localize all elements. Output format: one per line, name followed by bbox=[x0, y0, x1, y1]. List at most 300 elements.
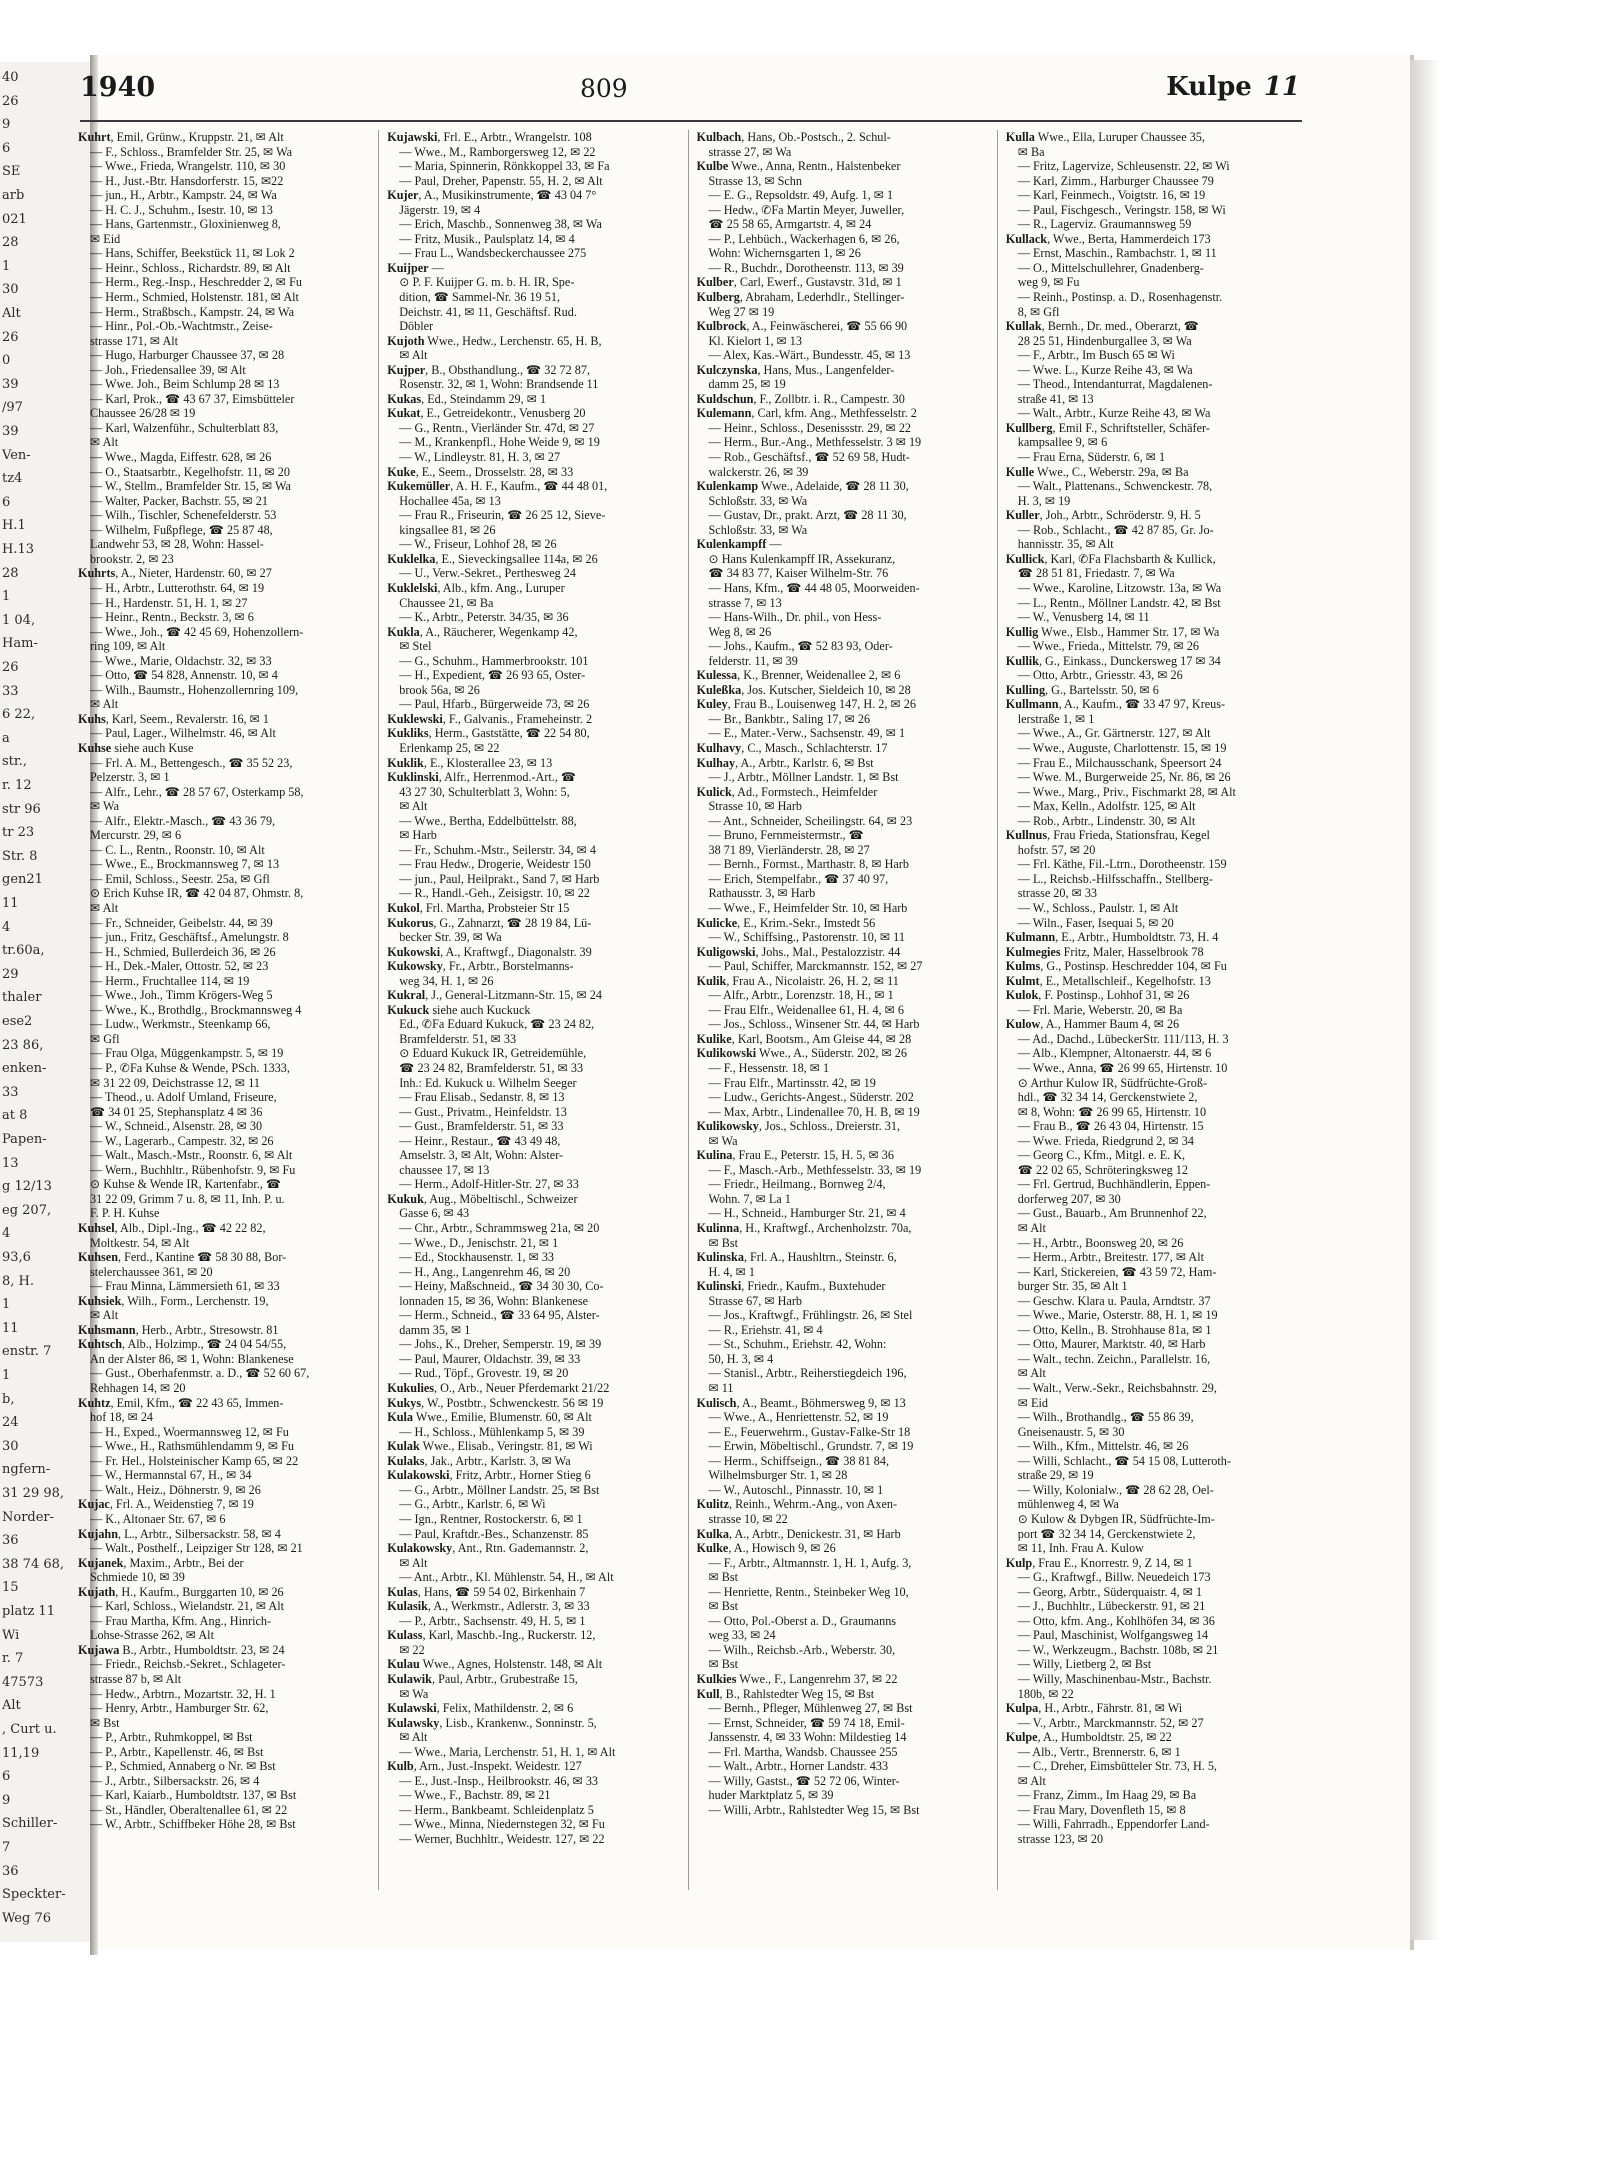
directory-entry-continuation: ⊙ Kuhse & Wende IR, Kartenfabr., ☎ bbox=[90, 1177, 282, 1192]
directory-entry: Kulberg, Abraham, Lederhdlr., Stellinger- bbox=[696, 290, 905, 305]
directory-entry-continuation: dition, ☎ Sammel-Nr. 36 19 51, bbox=[399, 290, 560, 305]
directory-entry: Kulikowsky, Jos., Schloss., Dreierstr. 31, bbox=[696, 1119, 900, 1134]
directory-entry: Kulick, Ad., Formstech., Heimfelder bbox=[696, 784, 878, 799]
directory-entry-continuation: — jun., H., Arbtr., Kampstr. 24, ✉ Wa bbox=[90, 188, 277, 203]
directory-entry: Kuldschun, F., Zollbtr. i. R., Campestr. 30 bbox=[696, 391, 905, 406]
directory-entry-continuation: — Frau Hedw., Drogerie, Weidestr 150 bbox=[399, 857, 591, 872]
directory-entry-continuation: — J., Arbtr., Möllner Landstr. 1, ✉ Bst bbox=[708, 770, 899, 785]
directory-entry-continuation: — Walt., techn. Zeichn., Parallelstr. 16, bbox=[1017, 1351, 1211, 1366]
left-page-fragment: 11 bbox=[2, 1320, 19, 1336]
directory-entry: Kujac, Frl. A., Weidenstieg 7, ✉ 19 bbox=[78, 1497, 254, 1512]
page-number: 809 bbox=[580, 74, 628, 103]
left-page-fragment: Papen- bbox=[2, 1132, 47, 1147]
directory-entry-continuation: — Alb., Vertr., Brennerstr. 6, ✉ 1 bbox=[1017, 1744, 1181, 1759]
directory-entry-continuation: ✉ Bst bbox=[708, 1570, 739, 1585]
directory-entry: Kullak, Bernh., Dr. med., Oberarzt, ☎ bbox=[1005, 319, 1199, 334]
left-page-fragment: 11,19 bbox=[2, 1745, 40, 1761]
left-page-fragment: tr.60a, bbox=[2, 943, 45, 959]
directory-entry-continuation: — Fr. Hel., Holsteinischer Kamp 65, ✉ 22 bbox=[90, 1453, 299, 1468]
directory-entry: Kuhrts, A., Nieter, Hardenstr. 60, ✉ 27 bbox=[78, 566, 272, 581]
column-3 bbox=[697, 130, 998, 1890]
directory-entry-continuation: — Wwe., Joh., ☎ 42 45 69, Hohenzollern- bbox=[90, 624, 304, 639]
left-page-fragment: 4 bbox=[2, 919, 11, 935]
left-page-fragment: 40 bbox=[2, 70, 19, 85]
directory-entry-continuation: — Alb., Klempner, Altonaerstr. 44, ✉ 6 bbox=[1017, 1046, 1212, 1061]
left-page-fragment: 0 bbox=[2, 353, 11, 369]
directory-entry-continuation: — P., Schmied, Annaberg o Nr. ✉ Bst bbox=[90, 1759, 276, 1774]
left-page-fragment: str., bbox=[2, 754, 27, 770]
left-page-fragment: b, bbox=[2, 1391, 15, 1407]
directory-entry-continuation: — Br., Bankbtr., Saling 17, ✉ 26 bbox=[708, 711, 871, 726]
directory-entry-continuation: — Jos., Kraftwgf., Frühlingstr. 26, ✉ Stel bbox=[708, 1308, 913, 1323]
directory-entry: Kulber, Carl, Ewerf., Gustavstr. 31d, ✉ 1 bbox=[696, 275, 902, 290]
directory-entry-continuation: — Otto, Maurer, Marktstr. 40, ✉ Harb bbox=[1017, 1337, 1206, 1352]
left-page-fragment: 8, H. bbox=[2, 1273, 35, 1289]
directory-entry: Kuhsen, Ferd., Kantine ☎ 58 30 88, Bor- bbox=[78, 1250, 287, 1265]
directory-entry-continuation: — Chr., Arbtr., Schrammsweg 21a, ✉ 20 bbox=[399, 1221, 600, 1236]
directory-entry: Kukemüller, A. H. F., Kaufm., ☎ 44 48 01, bbox=[387, 479, 608, 494]
directory-entry-continuation: — H., Arbtr., Boonsweg 20, ✉ 26 bbox=[1017, 1235, 1184, 1250]
directory-entry: Kulp, Frau E., Knorrestr. 9, Z 14, ✉ 1 bbox=[1005, 1555, 1193, 1570]
directory-entry: Kuijper — bbox=[387, 260, 444, 275]
directory-entry-continuation: — Heinr., Schloss., Desenissstr. 29, ✉ 22 bbox=[708, 420, 912, 435]
directory-entry-continuation: — W., Arbtr., Schiffbeker Höhe 28, ✉ Bst bbox=[90, 1817, 296, 1832]
directory-entry: Kulmann, E., Arbtr., Humboldtstr. 73, H. 4 bbox=[1005, 930, 1219, 945]
directory-entry-continuation: F. P. H. Kuhse bbox=[90, 1206, 160, 1221]
directory-entry-continuation: ⊙ Arthur Kulow IR, Südfrüchte-Groß- bbox=[1017, 1075, 1208, 1090]
directory-entry-continuation: — Erwin, Möbeltischl., Grundstr. 7, ✉ 19 bbox=[708, 1439, 914, 1454]
directory-entry: Kukorus, G., Zahnarzt, ☎ 28 19 84, Lü- bbox=[387, 915, 592, 930]
left-page-fragment: 1 bbox=[2, 1297, 11, 1313]
directory-entry: Kulle Wwe., C., Weberstr. 29a, ✉ Ba bbox=[1005, 464, 1189, 479]
directory-entry-continuation: — Wilh., Reichsb.-Arb., Weberstr. 30, bbox=[708, 1642, 896, 1657]
directory-entry: Kulasik, A., Werkmstr., Adlerstr. 3, ✉ 33 bbox=[387, 1599, 590, 1614]
directory-entry-continuation: 31 22 09, Grimm 7 u. 8, ✉ 11, Inh. P. u. bbox=[90, 1191, 285, 1206]
directory-entry: Kukowsky, Fr., Arbtr., Borstelmanns- bbox=[387, 959, 574, 974]
directory-entry-continuation: ☎ 28 51 81, Friedastr. 7, ✉ Wa bbox=[1017, 566, 1175, 581]
running-head-folio: 11 bbox=[1263, 72, 1300, 102]
directory-entry-continuation: 8, ✉ Gfl bbox=[1017, 304, 1060, 319]
left-page-fragment: eg 207, bbox=[2, 1202, 52, 1218]
directory-entry-continuation: — Walt., Verw.-Sekr., Reichsbahnstr. 29, bbox=[1017, 1381, 1217, 1396]
directory-entry-continuation: — Willi, Fahrradh., Eppendorfer Land- bbox=[1017, 1817, 1210, 1832]
directory-entry-continuation: hannisstr. 35, ✉ Alt bbox=[1017, 537, 1114, 552]
directory-entry-continuation: ✉ Bst bbox=[708, 1657, 739, 1672]
directory-entry: Kulawski, Felix, Mathildenstr. 2, ✉ 6 bbox=[387, 1701, 574, 1716]
directory-entry-continuation: — Walt., Plattenans., Schwenckestr. 78, bbox=[1017, 479, 1213, 494]
directory-entry: Kullig Wwe., Elsb., Hammer Str. 17, ✉ Wa bbox=[1005, 624, 1220, 639]
directory-entry: Kulisch, A., Beamt., Böhmersweg 9, ✉ 13 bbox=[696, 1395, 906, 1410]
directory-entry-continuation: — P., Arbtr., Sachsenstr. 49, H. 5, ✉ 1 bbox=[399, 1613, 586, 1628]
left-page-fragment: 28 bbox=[2, 565, 19, 581]
directory-entry: Kulike, Karl, Bootsm., Am Gleise 44, ✉ 28 bbox=[696, 1031, 912, 1046]
directory-entry-continuation: — Henry, Arbtr., Hamburger Str. 62, bbox=[90, 1701, 269, 1716]
directory-entry: Kulikowski Wwe., A., Süderstr. 202, ✉ 26 bbox=[696, 1046, 907, 1061]
directory-entry-continuation: straße 41, ✉ 13 bbox=[1017, 391, 1094, 406]
directory-entry-continuation: — R., Buchdr., Dorotheenstr. 113, ✉ 39 bbox=[708, 260, 904, 275]
directory-entry: Kuley, Frau B., Louisenweg 147, H. 2, ✉ 26 bbox=[696, 697, 916, 712]
directory-entry: Kujahn, L., Arbtr., Silbersackstr. 58, ✉ 4 bbox=[78, 1526, 281, 1541]
directory-entry-continuation: — Wwe., A., Gr. Gärtnerstr. 127, ✉ Alt bbox=[1017, 726, 1211, 741]
left-page-fragment: SE bbox=[2, 164, 21, 180]
directory-entry-continuation: ☎ 25 58 65, Armgartstr. 4, ✉ 24 bbox=[708, 217, 872, 232]
directory-entry-continuation: — Hans-Wilh., Dr. phil., von Hess- bbox=[708, 610, 882, 625]
directory-entry-continuation: — Herm., Schiffseign., ☎ 38 81 84, bbox=[708, 1453, 889, 1468]
directory-entry: Kujanek, Maxim., Arbtr., Bei der bbox=[78, 1555, 244, 1570]
directory-entry-continuation: — G., Rentn., Vierländer Str. 47d, ✉ 27 bbox=[399, 420, 595, 435]
directory-entry-continuation: — K., Arbtr., Peterstr. 34/35, ✉ 36 bbox=[399, 610, 569, 625]
directory-entry-continuation: hofstr. 57, ✉ 20 bbox=[1017, 842, 1096, 857]
directory-entry-continuation: — Karl, Walzenführ., Schulterblatt 83, bbox=[90, 420, 279, 435]
directory-entry-continuation: Schloßstr. 33, ✉ Wa bbox=[708, 493, 808, 508]
directory-entry-continuation: — H. C. J., Schuhm., Isestr. 10, ✉ 13 bbox=[90, 202, 273, 217]
directory-entry-continuation: ✉ Alt bbox=[90, 697, 119, 712]
directory-entry-continuation: Chaussee 21, ✉ Ba bbox=[399, 595, 494, 610]
left-page-fragment: 15 bbox=[2, 1580, 19, 1596]
directory-entry-continuation: Pelzerstr. 3, ✉ 1 bbox=[90, 770, 170, 785]
directory-entry-continuation: port ☎ 32 34 14, Gerckenstwiete 2, bbox=[1017, 1526, 1196, 1541]
directory-entry-continuation: — Franz, Zimm., Im Haag 29, ✉ Ba bbox=[1017, 1788, 1197, 1803]
directory-entry-continuation: — Walt., Masch.-Mstr., Roonstr. 6, ✉ Alt bbox=[90, 1148, 293, 1163]
directory-entry-continuation: Schloßstr. 33, ✉ Wa bbox=[708, 522, 808, 537]
directory-entry-continuation: ✉ Wa bbox=[708, 1133, 738, 1148]
directory-entry-continuation: — Frau Martha, Kfm. Ang., Hinrich- bbox=[90, 1613, 272, 1628]
directory-entry-continuation: burger Str. 35, ✉ Alt 1 bbox=[1017, 1279, 1128, 1294]
directory-entry-continuation: Gasse 6, ✉ 43 bbox=[399, 1206, 470, 1221]
directory-entry: Kuklewski, F., Galvanis., Frameheinstr. 2 bbox=[387, 711, 593, 726]
left-page-fragment: 1 bbox=[2, 589, 11, 605]
directory-entry-continuation: Strasse 13, ✉ Schn bbox=[708, 173, 802, 188]
directory-entry-continuation: ✉ Alt bbox=[399, 799, 428, 814]
directory-entry-continuation: — C. L., Rentn., Roonstr. 10, ✉ Alt bbox=[90, 842, 265, 857]
directory-entry-continuation: 43 27 30, Schulterblatt 3, Wohn: 5, bbox=[399, 784, 570, 799]
directory-entry-continuation: — Willy, Gastst., ☎ 52 72 06, Winter- bbox=[708, 1773, 900, 1788]
directory-entry: Kuligowski, Johs., Mal., Pestalozzistr. 44 bbox=[696, 944, 901, 959]
directory-entry-continuation: — Hedw., ✆Fa Martin Meyer, Juweller, bbox=[708, 202, 905, 217]
directory-entry: Kulawsky, Lisb., Krankenw., Sonninstr. 5, bbox=[387, 1715, 597, 1730]
directory-entry: Kujawa B., Arbtr., Humboldtstr. 23, ✉ 24 bbox=[78, 1642, 285, 1657]
directory-entry-continuation: — R., Handl.-Geh., Zeisigstr. 10, ✉ 22 bbox=[399, 886, 590, 901]
directory-entry-continuation: — Fr., Schuhm.-Mstr., Seilerstr. 34, ✉ 4 bbox=[399, 842, 597, 857]
directory-entry-continuation: ✉ Gfl bbox=[90, 1031, 120, 1046]
directory-entry-continuation: — Theod., Intendanturrat, Magdalenen- bbox=[1017, 377, 1213, 392]
directory-entry: Kulak Wwe., Elisab., Veringstr. 81, ✉ Wi bbox=[387, 1439, 593, 1454]
directory-entry-continuation: — Wwe. Joh., Beim Schlump 28 ✉ 13 bbox=[90, 377, 280, 392]
directory-entry: Kulas, Hans, ☎ 59 54 02, Birkenhain 7 bbox=[387, 1584, 586, 1599]
directory-entry: Kukys, W., Postbtr., Schwenckestr. 56 ✉ 19 bbox=[387, 1395, 604, 1410]
directory-entry-continuation: — Heinr., Rentn., Beckstr. 3, ✉ 6 bbox=[90, 610, 254, 625]
directory-entry-continuation: — H., Ang., Langenrehm 46, ✉ 20 bbox=[399, 1264, 571, 1279]
left-page-fragment: 1 bbox=[2, 1368, 11, 1383]
directory-entry-continuation: — Heinr., Restaur., ☎ 43 49 48, bbox=[399, 1133, 561, 1148]
directory-entry-continuation: — Johs., Kaufm., ☎ 52 83 93, Oder- bbox=[708, 639, 893, 654]
header-rule bbox=[80, 120, 1302, 122]
directory-entry-continuation: ✉ Alt bbox=[90, 1308, 119, 1323]
directory-entry-continuation: — Paul, Lager., Wilhelmstr. 46, ✉ Alt bbox=[90, 726, 276, 741]
left-page-fragment: g 12/13 bbox=[2, 1179, 52, 1195]
left-page-fragment: a bbox=[2, 730, 10, 746]
directory-entry-continuation: — Max, Arbtr., Lindenallee 70, H. B, ✉ 19 bbox=[708, 1104, 920, 1119]
directory-entry-continuation: ⊙ Kulow & Dybgen IR, Südfrüchte-Im- bbox=[1017, 1511, 1215, 1526]
directory-entry-continuation: — L., Reichsb.-Hilfsschaffn., Stellberg- bbox=[1017, 871, 1213, 886]
directory-entry-continuation: — H., Just.-Btr. Hansdorferstr. 15, ✉22 bbox=[90, 173, 284, 188]
directory-entry-continuation: ✉ Alt bbox=[399, 1555, 428, 1570]
directory-entry-continuation: — Ludw., Gerichts-Angest., Süderstr. 202 bbox=[708, 1090, 914, 1105]
left-page-fragment: /97 bbox=[2, 400, 23, 416]
directory-entry: Kukliks, Herm., Gaststätte, ☎ 22 54 80, bbox=[387, 726, 590, 741]
directory-entry-continuation: strasse 20, ✉ 33 bbox=[1017, 886, 1098, 901]
directory-entry-continuation: Wilhelmsburger Str. 1, ✉ 28 bbox=[708, 1468, 848, 1483]
directory-entry-continuation: — W., Lindleystr. 81, H. 3, ✉ 27 bbox=[399, 450, 561, 465]
directory-entry-continuation: — Wwe., K., Brothdlg., Brockmannsweg 4 bbox=[90, 1002, 302, 1017]
column-4 bbox=[1006, 130, 1306, 1890]
directory-entry-continuation: — K., Altonaer Str. 67, ✉ 6 bbox=[90, 1511, 226, 1526]
directory-entry-continuation: — Otto, kfm. Ang., Kohlhöfen 34, ✉ 36 bbox=[1017, 1613, 1215, 1628]
directory-entry: Kulok, F. Postinsp., Lohhof 31, ✉ 26 bbox=[1005, 988, 1190, 1003]
directory-entry: Kulaks, Jak., Arbtr., Karlstr. 3, ✉ Wa bbox=[387, 1453, 571, 1468]
directory-entry-continuation: — Bernh., Formst., Marthastr. 8, ✉ Harb bbox=[708, 857, 909, 872]
left-page-fragment: tr 23 bbox=[2, 825, 35, 841]
directory-entry-continuation: Strasse 67, ✉ Harb bbox=[708, 1293, 802, 1308]
directory-entry: Kuhsiek, Wilh., Form., Lerchenstr. 19, bbox=[78, 1293, 269, 1308]
directory-entry-continuation: — Wwe., Marg., Priv., Fischmarkt 28, ✉ Alt bbox=[1017, 784, 1236, 799]
directory-entry-continuation: — U., Verw.-Sekret., Perthesweg 24 bbox=[399, 566, 576, 581]
directory-entry-continuation: — Karl, Zimm., Harburger Chaussee 79 bbox=[1017, 173, 1214, 188]
directory-entry-continuation: — Frau Elfr., Weidenallee 61, H. 4, ✉ 6 bbox=[708, 1002, 904, 1017]
directory-entry-continuation: — Frau R., Friseurin, ☎ 26 25 12, Sieve- bbox=[399, 508, 606, 523]
directory-entry-continuation: — V., Arbtr., Marckmannstr. 52, ✉ 27 bbox=[1017, 1715, 1204, 1730]
directory-entry-continuation: — Paul, Maschinist, Wolfgangsweg 14 bbox=[1017, 1628, 1209, 1643]
directory-entry-continuation: — Reinh., Postinsp. a. D., Rosenhagenstr. bbox=[1017, 290, 1223, 305]
directory-entry-continuation: — Karl, Prok., ☎ 43 67 37, Eimsbütteler bbox=[90, 391, 295, 406]
directory-entry-continuation: Erlenkamp 25, ✉ 22 bbox=[399, 740, 500, 755]
left-page-fragment: 47573 bbox=[2, 1674, 44, 1690]
directory-entry: Kulms, G., Postinsp. Heschredder 104, ✉ Fu bbox=[1005, 959, 1227, 974]
directory-entry-continuation: — H., Arbtr., Lutterothstr. 64, ✉ 19 bbox=[90, 580, 265, 595]
directory-entry-continuation: — Herm., Bankbeamt. Schleidenplatz 5 bbox=[399, 1802, 594, 1817]
directory-entry-continuation: — Rob., Arbtr., Lindenstr. 30, ✉ Alt bbox=[1017, 813, 1196, 828]
directory-entry-continuation: ✉ Bst bbox=[90, 1715, 120, 1730]
directory-entry-continuation: 38 71 89, Vierländerstr. 28, ✉ 27 bbox=[708, 842, 870, 857]
directory-entry-continuation: ✉ Alt bbox=[1017, 1366, 1046, 1381]
left-page-fragment: Alt bbox=[2, 306, 21, 321]
directory-entry: Kulinski, Friedr., Kaufm., Buxtehuder bbox=[696, 1279, 886, 1294]
left-page-fragment: , Curt u. bbox=[2, 1722, 57, 1737]
directory-entry-continuation: — H., Dek.-Maler, Ottostr. 52, ✉ 23 bbox=[90, 959, 269, 974]
directory-entry-continuation: ✉ Bst bbox=[708, 1235, 739, 1250]
directory-entry-continuation: — E., Just.-Insp., Heilbrookstr. 46, ✉ 33 bbox=[399, 1773, 599, 1788]
directory-entry-continuation: — Paul, Fischgesch., Veringstr. 158, ✉ Wi bbox=[1017, 202, 1226, 217]
directory-entry: Kulemann, Carl, kfm. Ang., Methfesselstr. 2 bbox=[696, 406, 917, 421]
directory-entry-continuation: — Rob., Geschäftsf., ☎ 52 69 58, Hudt- bbox=[708, 450, 910, 465]
directory-entry-continuation: — Paul, Dreher, Papenstr. 55, H. 2, ✉ Alt bbox=[399, 173, 603, 188]
directory-entry: Kulow, A., Hammer Baum 4, ✉ 26 bbox=[1005, 1017, 1180, 1032]
directory-entry-continuation: Weg 27 ✉ 19 bbox=[708, 304, 775, 319]
directory-entry: Kulpe, A., Humboldtstr. 25, ✉ 22 bbox=[1005, 1730, 1172, 1745]
left-page-fragment: arb bbox=[2, 188, 25, 203]
directory-entry-continuation: ✉ Alt bbox=[1017, 1773, 1046, 1788]
directory-entry: Kull, B., Rahlstedter Weg 15, ✉ Bst bbox=[696, 1686, 875, 1701]
directory-entry-continuation: brookstr. 2, ✉ 23 bbox=[90, 551, 174, 566]
left-page-fragment: 33 bbox=[2, 683, 19, 699]
directory-entry-continuation: Chaussee 26/28 ✉ 19 bbox=[90, 406, 196, 421]
directory-entry-continuation: — Wwe., M., Ramborgersweg 12, ✉ 22 bbox=[399, 144, 596, 159]
directory-entry-continuation: brook 56a, ✉ 26 bbox=[399, 682, 480, 697]
directory-entry-continuation: — J., Arbtr., Silbersackstr. 26, ✉ 4 bbox=[90, 1773, 260, 1788]
directory-entry-continuation: straße 29, ✉ 19 bbox=[1017, 1468, 1094, 1483]
directory-entry-continuation: — Walt., Heiz., Döhnerstr. 9, ✉ 26 bbox=[90, 1482, 261, 1497]
directory-entry: Kulitz, Reinh., Wehrm.-Ang., von Axen- bbox=[696, 1497, 898, 1512]
directory-entry-continuation: — Hinr., Pol.-Ob.-Wachtmstr., Zeise- bbox=[90, 319, 273, 334]
column-1 bbox=[78, 130, 379, 1890]
left-page-fragment: str 96 bbox=[2, 801, 41, 817]
directory-entry-continuation: — Wwe., Joh., Timm Krögers-Weg 5 bbox=[90, 988, 273, 1003]
directory-entry-continuation: — Wwe., H., Rathsmühlendamm 9, ✉ Fu bbox=[90, 1439, 294, 1454]
directory-entry: Kukuk, Aug., Möbeltischl., Schweizer bbox=[387, 1191, 578, 1206]
directory-entry-continuation: — Ernst, Maschin., Rambachstr. 1, ✉ 11 bbox=[1017, 246, 1217, 261]
directory-entry: Kujoth Wwe., Hedw., Lerchenstr. 65, H. B, bbox=[387, 333, 602, 348]
directory-entry: Kukral, J., General-Litzmann-Str. 15, ✉ 24 bbox=[387, 988, 602, 1003]
directory-entry-continuation: — Frau Elisab., Sedanstr. 8, ✉ 13 bbox=[399, 1090, 565, 1105]
directory-entry-continuation: — Rud., Töpf., Grovestr. 19, ✉ 20 bbox=[399, 1366, 569, 1381]
directory-entry-continuation: — Stanisl., Arbtr., Reiherstiegdeich 196, bbox=[708, 1366, 907, 1381]
directory-entry-continuation: — G., Arbtr., Karlstr. 6, ✉ Wi bbox=[399, 1497, 546, 1512]
directory-entry-continuation: — Wwe. M., Burgerweide 25, Nr. 86, ✉ 26 bbox=[1017, 770, 1231, 785]
directory-entry-continuation: huder Marktplatz 5, ✉ 39 bbox=[708, 1788, 834, 1803]
directory-entry-continuation: — P., Lehbüch., Wackerhagen 6, ✉ 26, bbox=[708, 231, 900, 246]
directory-entry-continuation: — Otto, Kelln., B. Strohhause 81a, ✉ 1 bbox=[1017, 1322, 1212, 1337]
left-page-fragment: 30 bbox=[2, 282, 19, 298]
directory-entry-continuation: An der Alster 86, ✉ 1, Wohn: Blankenese bbox=[90, 1351, 294, 1366]
directory-entry-continuation: ✉ Eid bbox=[90, 231, 121, 246]
directory-entry-continuation: — Wern., Buchhltr., Rübenhofstr. 9, ✉ Fu bbox=[90, 1162, 296, 1177]
directory-entry-continuation: Deichstr. 41, ✉ 11, Geschäftsf. Rud. bbox=[399, 304, 577, 319]
directory-entry-continuation: — Erich, Maschb., Sonnenweg 38, ✉ Wa bbox=[399, 217, 602, 232]
directory-entry: Kulbrock, A., Feinwäscherei, ☎ 55 66 90 bbox=[696, 319, 908, 334]
directory-entry: Kuhsel, Alb., Dipl.-Ing., ☎ 42 22 82, bbox=[78, 1221, 266, 1236]
left-page-fragment: 1 04, bbox=[2, 612, 36, 628]
directory-entry-continuation: ring 109, ✉ Alt bbox=[90, 639, 166, 654]
directory-entry-continuation: mühlenweg 4, ✉ Wa bbox=[1017, 1497, 1119, 1512]
directory-entry-continuation: — Frau B., ☎ 26 43 04, Hirtenstr. 15 bbox=[1017, 1119, 1204, 1134]
directory-entry-continuation: — Wwe., Anna, ☎ 26 99 65, Hirtenstr. 10 bbox=[1017, 1061, 1228, 1075]
directory-entry-continuation: ☎ 23 24 82, Bramfelderstr. 51, ✉ 33 bbox=[399, 1061, 584, 1075]
directory-entry-continuation: — W., Venusberg 14, ✉ 11 bbox=[1017, 610, 1150, 625]
directory-entry: Kujawski, Frl. E., Arbtr., Wrangelstr. 108 bbox=[387, 130, 592, 144]
directory-entry-continuation: ⊙ Erich Kuhse IR, ☎ 42 04 87, Ohmstr. 8, bbox=[90, 886, 304, 901]
directory-entry-continuation: Moltkestr. 54, ✉ Alt bbox=[90, 1235, 190, 1250]
directory-entry-continuation: — G., Schuhm., Hammerbrookstr. 101 bbox=[399, 653, 589, 668]
directory-entry-continuation: — Ant., Schneider, Scheilingstr. 64, ✉ 23 bbox=[708, 813, 913, 828]
directory-entry-continuation: ✉ Wa bbox=[90, 799, 119, 814]
left-page-fragment: 28 bbox=[2, 235, 19, 251]
directory-entry-continuation: Amselstr. 3, ✉ Alt, Wohn: Alster- bbox=[399, 1148, 564, 1163]
left-page-fragment: 26 bbox=[2, 660, 19, 675]
directory-entry-continuation: ✉ 11 bbox=[708, 1381, 734, 1396]
directory-entry: Kulkies Wwe., F., Langenrehm 37, ✉ 22 bbox=[696, 1671, 898, 1686]
directory-entry-continuation: — Frau Mary, Dovenfleth 15, ✉ 8 bbox=[1017, 1802, 1186, 1817]
directory-entry-continuation: — F., Hessenstr. 18, ✉ 1 bbox=[708, 1061, 830, 1075]
directory-entry-continuation: — Ant., Arbtr., Kl. Mühlenstr. 54, H., ✉ Alt bbox=[399, 1570, 614, 1585]
directory-entry-continuation: — W., Stellm., Bramfelder Str. 15, ✉ Wa bbox=[90, 479, 291, 494]
left-page-fragment: 6 bbox=[2, 1769, 11, 1785]
directory-entry-continuation: — Herm., Schmied, Holstenstr. 181, ✉ Alt bbox=[90, 290, 299, 305]
directory-entry: Kulina, Frau E., Peterstr. 15, H. 5, ✉ 36 bbox=[696, 1148, 894, 1163]
directory-entry-continuation: — Walter, Packer, Bachstr. 55, ✉ 21 bbox=[90, 493, 268, 508]
directory-entry-continuation: — Ludw., Werkmstr., Steenkamp 66, bbox=[90, 1017, 271, 1032]
running-head-name: Kulpe bbox=[1166, 72, 1252, 102]
directory-entry: Kulenkamp Wwe., Adelaide, ☎ 28 11 30, bbox=[696, 479, 909, 494]
directory-entry: Kulass, Karl, Maschb.-Ing., Ruckerstr. 12, bbox=[387, 1628, 596, 1643]
directory-entry-continuation: — Alfr., Lehr., ☎ 28 57 67, Osterkamp 58, bbox=[90, 784, 304, 799]
directory-entry-continuation: ✉ Alt bbox=[399, 348, 428, 363]
left-page-fragment: r. 7 bbox=[2, 1651, 24, 1667]
left-page-fragment: Str. 8 bbox=[2, 848, 38, 864]
directory-entry-continuation: — Herm., Reg.-Insp., Heschredder 2, ✉ Fu bbox=[90, 275, 302, 290]
directory-entry-continuation: kampsallee 9, ✉ 6 bbox=[1017, 435, 1108, 450]
left-page-fragment: Schiller- bbox=[2, 1816, 58, 1832]
directory-entry-continuation: ✉ 22 bbox=[399, 1642, 425, 1657]
directory-entry-continuation: — Wwe., F., Bachstr. 89, ✉ 21 bbox=[399, 1788, 551, 1803]
directory-entry-continuation: — Wwe., F., Heimfelder Str. 10, ✉ Harb bbox=[708, 900, 908, 915]
directory-entry-continuation: — P., ✆Fa Kuhse & Wende, PSch. 1333, bbox=[90, 1061, 290, 1075]
left-page-fragment: Ham- bbox=[2, 636, 38, 652]
left-page-fragment: 13 bbox=[2, 1155, 19, 1171]
directory-entry-continuation: felderstr. 11, ✉ 39 bbox=[708, 653, 798, 668]
directory-entry-continuation: — Bernh., Pfleger, Mühlenweg 27, ✉ Bst bbox=[708, 1701, 913, 1716]
directory-entry: Kulb, Arn., Just.-Inspekt. Weidestr. 127 bbox=[387, 1759, 582, 1774]
directory-entry: Kulbach, Hans, Ob.-Postsch., 2. Schul- bbox=[696, 130, 891, 144]
directory-entry-continuation: — M., Krankenpfl., Hohe Weide 9, ✉ 19 bbox=[399, 435, 600, 450]
directory-entry-continuation: Wohn: Wichernsgarten 1, ✉ 26 bbox=[708, 246, 861, 261]
year-label: 1940 bbox=[80, 72, 156, 103]
left-page-fragment: 39 bbox=[2, 424, 19, 439]
directory-entry-continuation: — Wwe., Bertha, Eddelbüttelstr. 88, bbox=[399, 813, 577, 828]
directory-entry-continuation: Jägerstr. 19, ✉ 4 bbox=[399, 202, 481, 217]
directory-entry: Kulpa, H., Arbtr., Fährstr. 81, ✉ Wi bbox=[1005, 1701, 1183, 1716]
directory-entry-continuation: — J., Buchhltr., Lübeckerstr. 91, ✉ 21 bbox=[1017, 1599, 1206, 1614]
directory-entry-continuation: — Frau Erna, Süderstr. 6, ✉ 1 bbox=[1017, 450, 1166, 465]
directory-entry-continuation: — L., Rentn., Möllner Landstr. 42, ✉ Bst bbox=[1017, 595, 1221, 610]
directory-entry-continuation: Schmiede 10, ✉ 39 bbox=[90, 1570, 185, 1585]
directory-entry-continuation: — Paul, Schiffer, Marckmannstr. 152, ✉ 27 bbox=[708, 959, 923, 974]
left-page-fragment: 6 22, bbox=[2, 707, 36, 723]
directory-entry-continuation: stelerchaussee 361, ✉ 20 bbox=[90, 1264, 213, 1279]
directory-entry: Kuhrt, Emil, Grünw., Kruppstr. 21, ✉ Alt bbox=[78, 130, 284, 144]
directory-entry: Kujath, H., Kaufm., Burggarten 10, ✉ 26 bbox=[78, 1584, 284, 1599]
directory-entry-continuation: — Wilh., Brothandlg., ☎ 55 86 39, bbox=[1017, 1410, 1194, 1425]
directory-entry: Kuller, Joh., Arbtr., Schröderstr. 9, H. 5 bbox=[1005, 508, 1201, 523]
left-page-fragment: 9 bbox=[2, 117, 11, 133]
left-page-fragment: 93,6 bbox=[2, 1250, 31, 1265]
directory-entry-continuation: chaussee 17, ✉ 13 bbox=[399, 1162, 490, 1177]
directory-entry-continuation: — Karl, Schloss., Wielandstr. 21, ✉ Alt bbox=[90, 1599, 284, 1614]
running-head bbox=[1166, 72, 1300, 102]
left-page-fragment: 26 bbox=[2, 329, 19, 345]
directory-entry-continuation: — Walt., Posthelf., Leipziger Str 128, ✉ 21 bbox=[90, 1541, 303, 1556]
directory-entry-continuation: — G., Kraftwgf., Billw. Neuedeich 173 bbox=[1017, 1570, 1211, 1585]
directory-entry-continuation: — Joh., Friedensallee 39, ✉ Alt bbox=[90, 362, 246, 377]
directory-entry-continuation: — R., Lagerviz. Graumannsweg 59 bbox=[1017, 217, 1192, 232]
directory-entry-continuation: — Frau Olga, Müggenkampstr. 5, ✉ 19 bbox=[90, 1046, 284, 1061]
directory-entry-continuation: ✉ Eid bbox=[1017, 1395, 1048, 1410]
directory-entry-continuation: — Wilh., Kfm., Mittelstr. 46, ✉ 26 bbox=[1017, 1439, 1189, 1454]
directory-entry-continuation: — Heinr., Schloss., Richardstr. 89, ✉ Alt bbox=[90, 260, 291, 275]
left-page-fragment: Norder- bbox=[2, 1509, 55, 1525]
directory-entry-continuation: Landwehr 53, ✉ 28, Wohn: Hassel- bbox=[90, 537, 264, 552]
directory-entry-continuation: — W., Lagerarb., Campestr. 32, ✉ 26 bbox=[90, 1133, 274, 1148]
directory-entry-continuation: strasse 10, ✉ 22 bbox=[708, 1511, 788, 1526]
